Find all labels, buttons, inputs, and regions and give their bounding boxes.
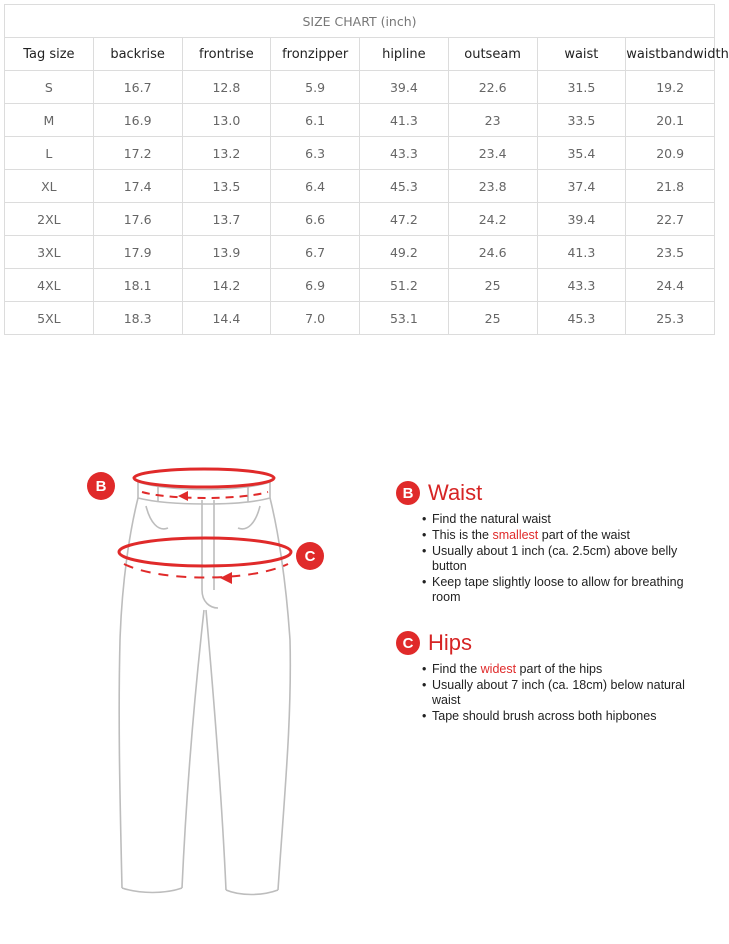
column-header: backrise xyxy=(93,38,182,71)
table-cell: 2XL xyxy=(5,203,94,236)
table-cell: XL xyxy=(5,170,94,203)
waist-tape xyxy=(134,469,274,501)
table-cell: 6.1 xyxy=(271,104,360,137)
column-header: waist xyxy=(537,38,626,71)
size-chart-table xyxy=(4,4,729,335)
table-cell: 13.0 xyxy=(182,104,271,137)
list-item: • Keep tape slightly loose to allow for breathing room xyxy=(422,575,696,605)
table-cell: 25 xyxy=(448,269,537,302)
table-cell: 35.4 xyxy=(537,137,626,170)
list-item: • Tape should brush across both hipbones xyxy=(422,709,696,724)
table-cell: M xyxy=(5,104,94,137)
list-item: • Usually about 1 inch (ca. 2.5cm) above belly button xyxy=(422,544,696,574)
table-cell: 24.6 xyxy=(448,236,537,269)
table-cell: 17.4 xyxy=(93,170,182,203)
table-cell: 23.5 xyxy=(626,236,715,269)
table-cell: 6.3 xyxy=(271,137,360,170)
hips-bullets xyxy=(422,662,696,724)
list-item: • This is the smallest part of the waist xyxy=(422,528,696,543)
table-cell: 17.6 xyxy=(93,203,182,236)
table-cell: 39.4 xyxy=(537,203,626,236)
table-cell: 33.5 xyxy=(537,104,626,137)
waist-section xyxy=(396,478,696,606)
table-cell: 19.2 xyxy=(626,71,715,104)
table-cell: 43.3 xyxy=(537,269,626,302)
table-cell: 7.0 xyxy=(271,302,360,335)
list-item: • Find the widest part of the hips xyxy=(422,662,696,677)
list-item: • Usually about 7 inch (ca. 18cm) below natural waist xyxy=(422,678,696,708)
column-header: outseam xyxy=(448,38,537,71)
table-cell: 22.7 xyxy=(626,203,715,236)
size-chart-caption: SIZE CHART (inch) xyxy=(5,5,715,38)
table-row xyxy=(5,170,715,203)
table-header-row xyxy=(5,38,715,71)
list-item: • Find the natural waist xyxy=(422,512,696,527)
waist-bullets xyxy=(422,512,696,605)
table-cell: 4XL xyxy=(5,269,94,302)
table-cell: 47.2 xyxy=(360,203,449,236)
table-cell: 21.8 xyxy=(626,170,715,203)
table-cell: 14.4 xyxy=(182,302,271,335)
table-cell: 3XL xyxy=(5,236,94,269)
table-cell: S xyxy=(5,71,94,104)
table-cell: 24.4 xyxy=(626,269,715,302)
waist-badge: B xyxy=(396,481,420,505)
waist-marker-b: B xyxy=(87,472,115,500)
column-header: fronzipper xyxy=(271,38,360,71)
highlight-widest: widest xyxy=(480,662,517,676)
table-cell: 53.1 xyxy=(360,302,449,335)
table-cell: 6.6 xyxy=(271,203,360,236)
hips-marker-c: C xyxy=(296,542,324,570)
table-row xyxy=(5,302,715,335)
table-cell: 12.8 xyxy=(182,71,271,104)
table-cell: 39.4 xyxy=(360,71,449,104)
table-cell: 45.3 xyxy=(537,302,626,335)
hip-tape xyxy=(119,538,291,584)
table-cell: 18.3 xyxy=(93,302,182,335)
table-cell: 16.7 xyxy=(93,71,182,104)
hips-section xyxy=(396,628,696,725)
table-cell: 5XL xyxy=(5,302,94,335)
table-cell: 51.2 xyxy=(360,269,449,302)
table-cell: 5.9 xyxy=(271,71,360,104)
table-cell: 23.4 xyxy=(448,137,537,170)
waist-heading xyxy=(396,478,696,508)
table-body xyxy=(5,71,715,335)
table-cell: 16.9 xyxy=(93,104,182,137)
measurement-guide xyxy=(0,440,718,920)
column-header: Tag size xyxy=(5,38,94,71)
table-cell: 13.9 xyxy=(182,236,271,269)
highlight-smallest: smallest xyxy=(492,528,539,542)
column-header: waistbandwidth xyxy=(626,38,715,71)
table-cell: 41.3 xyxy=(537,236,626,269)
waist-title: Waist xyxy=(428,480,483,505)
table-cell: 13.7 xyxy=(182,203,271,236)
column-header: hipline xyxy=(360,38,449,71)
table-cell: 25.3 xyxy=(626,302,715,335)
table-row xyxy=(5,71,715,104)
hips-heading xyxy=(396,628,696,658)
table-row xyxy=(5,269,715,302)
table-cell: 49.2 xyxy=(360,236,449,269)
table-cell: 45.3 xyxy=(360,170,449,203)
table-cell: 37.4 xyxy=(537,170,626,203)
table-cell: 31.5 xyxy=(537,71,626,104)
table-cell: 13.2 xyxy=(182,137,271,170)
hips-badge: C xyxy=(396,631,420,655)
table-cell: 18.1 xyxy=(93,269,182,302)
table-cell: 17.9 xyxy=(93,236,182,269)
table-cell: 6.7 xyxy=(271,236,360,269)
hips-title: Hips xyxy=(428,630,473,655)
table-cell: 41.3 xyxy=(360,104,449,137)
table-row xyxy=(5,203,715,236)
column-header: frontrise xyxy=(182,38,271,71)
table-cell: 25 xyxy=(448,302,537,335)
table-cell: 13.5 xyxy=(182,170,271,203)
table-cell: 22.6 xyxy=(448,71,537,104)
table-cell: 43.3 xyxy=(360,137,449,170)
pants-outline xyxy=(119,482,290,895)
table-cell: 23.8 xyxy=(448,170,537,203)
table-cell: 20.9 xyxy=(626,137,715,170)
table-row xyxy=(5,104,715,137)
table-cell: 6.9 xyxy=(271,269,360,302)
table-cell: L xyxy=(5,137,94,170)
table-cell: 23 xyxy=(448,104,537,137)
table-cell: 20.1 xyxy=(626,104,715,137)
table-row xyxy=(5,236,715,269)
table-cell: 17.2 xyxy=(93,137,182,170)
table-row xyxy=(5,137,715,170)
table-cell: 24.2 xyxy=(448,203,537,236)
table-cell: 14.2 xyxy=(182,269,271,302)
table-cell: 6.4 xyxy=(271,170,360,203)
